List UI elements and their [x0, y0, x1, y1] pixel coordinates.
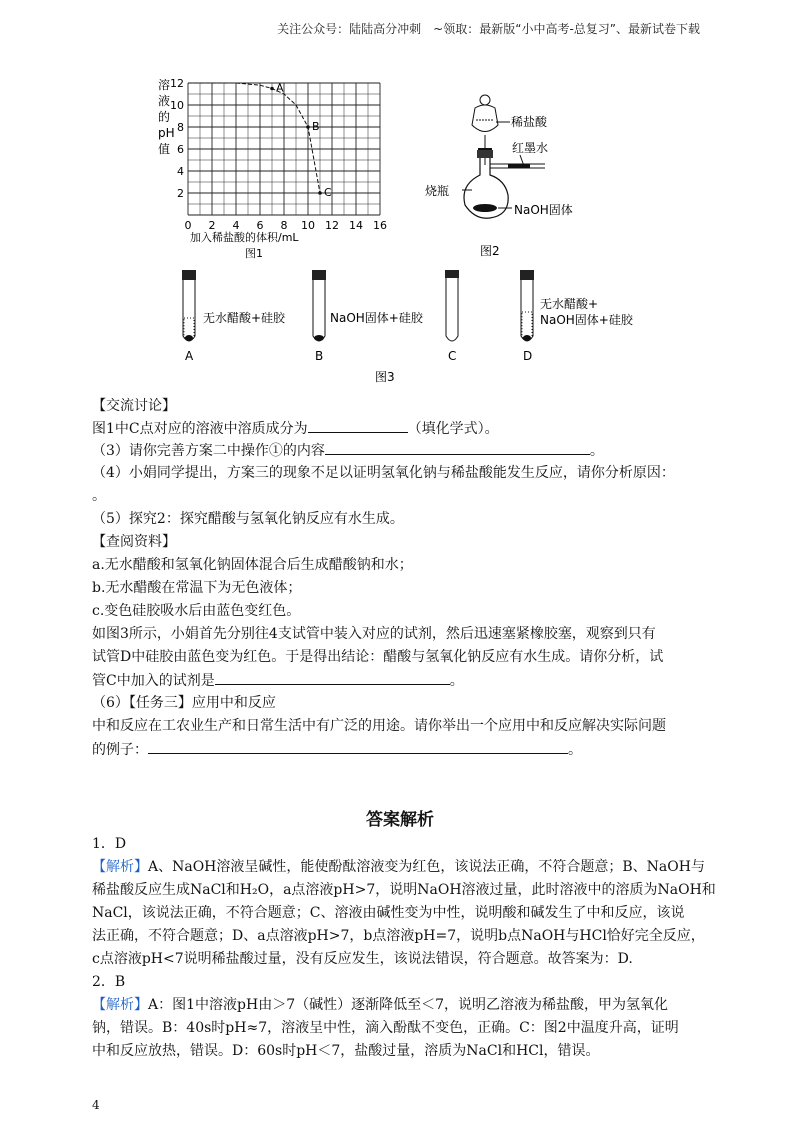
figure3-test-tubes [175, 268, 665, 388]
page-header: 关注公众号：陆陆高分冲刺 ~领取：最新版“小中高考-总复习”、最新试卷下载 [277, 22, 700, 36]
point-label-b: B [312, 120, 320, 133]
y-axis-label-char: 的 [158, 110, 171, 124]
figure2-caption: 图2 [480, 244, 500, 258]
paragraph-fig3-l2: 试管D中硅胶由蓝色变为红色。于是得出结论：醋酸与氢氧化钠反应有水生成。请你分析，试 [92, 649, 664, 665]
answer-1: 1．D [92, 836, 127, 852]
paragraph-fig3-l1: 如图3所示，小娟首先分别往4支试管中装入对应的试剂，然后迅速塞紧橡胶塞，观察到只有 [92, 626, 656, 642]
reference-c: c.变色硅胶吸水后由蓝色变红色。 [92, 603, 301, 619]
tube-d [520, 270, 534, 363]
section-discussion: 【交流讨论】 [92, 398, 176, 414]
question-5: （5）探究2：探究醋酸与氢氧化钠反应有水生成。 [92, 511, 404, 527]
tube-d-label-line2: NaOH固体+硅胶 [540, 313, 633, 327]
tube-b [312, 270, 326, 363]
y-tick-label: 6 [177, 143, 184, 156]
answer-2-l3: 中和反应放热，错误。D：60s时pH＜7，盐酸过量，溶质为NaCl和HCl，错误。 [92, 1043, 600, 1059]
answer-1-l5: c点溶液pH<7说明稀盐酸过量，没有反应发生，该说法错误，符合题意。故答案为：D. [92, 951, 633, 967]
tube-d-letter: D [523, 349, 533, 363]
point-label-a: A [276, 81, 284, 95]
question-3: （3）请你完善方案二中操作①的内容 。 [92, 440, 604, 461]
x-tick-label: 0 [184, 219, 192, 232]
naoh-solid-icon [473, 204, 497, 212]
section-references: 【查阅资料】 [92, 534, 176, 550]
page-number: 4 [92, 1098, 100, 1112]
y-tick-label: 2 [177, 187, 184, 200]
question-c-point: 图1中C点对应的溶液中溶质成分为 （填化学式）。 [92, 418, 499, 439]
y-axis-label-char: 溶 [158, 78, 171, 92]
question-6: （6）【任务三】应用中和反应 [92, 695, 276, 711]
y-tick-label: 12 [170, 77, 184, 90]
x-tick-label: 12 [325, 219, 339, 232]
answer-blank[interactable] [215, 670, 450, 685]
answer-blank[interactable] [308, 418, 408, 433]
x-tick-label: 8 [280, 219, 288, 232]
question-4: （4）小娟同学提出，方案三的现象不足以证明氢氧化钠与稀盐酸能发生反应，请你分析原因： [92, 465, 675, 481]
curve-point [318, 191, 322, 195]
reference-a: a.无水醋酸和氢氧化钠固体混合后生成醋酸钠和水； [92, 557, 413, 573]
label-red-ink: 红墨水 [512, 141, 549, 155]
figure1-ph-chart [150, 75, 410, 265]
answer-blank[interactable] [325, 440, 590, 455]
label-flask: 烧瓶 [425, 184, 450, 198]
tube-b-label: NaOH固体+硅胶 [330, 311, 423, 325]
tube-a-letter: A [185, 349, 194, 363]
reference-b: b.无水醋酸在常温下为无色液体； [92, 580, 302, 596]
answer-blank[interactable] [148, 739, 568, 754]
tube-a [182, 270, 196, 363]
answer-1-l4: 法正确，不符合题意；D、a点溶液pH>7，b点溶液pH=7，说明b点NaOH与HCl恰好完全反应， [92, 928, 705, 944]
x-tick-label: 10 [301, 219, 315, 232]
x-tick-label: 14 [349, 219, 363, 232]
y-tick-label: 4 [177, 165, 184, 178]
stopper-icon [477, 150, 493, 158]
tube-a-label: 无水醋酸+硅胶 [203, 311, 286, 325]
curve-point [306, 125, 310, 129]
point-label-c: C [324, 186, 332, 199]
answer-2-l2: 钠，错误。B：40s时pH≈7，溶液呈中性，滴入酚酞不变色，正确。C：图2中温度升高，证明 [92, 1020, 679, 1036]
figure3-caption: 图3 [375, 370, 395, 384]
figure1-xlabel: 加入稀盐酸的体积/mL [190, 231, 299, 244]
y-axis-label-char: 液 [158, 94, 171, 108]
answer-1-l3: NaCl，该说法正确，不符合题意；C、溶液由碱性变为中性，说明酸和碱发生了中和反应，该说 [92, 905, 685, 921]
figure1-caption: 图1 [245, 247, 263, 260]
answer-2-l1: 【解析】A：图1中溶液pH由＞7（碱性）逐渐降低至＜7，说明乙溶液为稀盐酸，甲为氢氧化 [92, 997, 669, 1013]
tube-b-letter: B [315, 349, 324, 363]
paragraph-fig3-l3: 管C中加入的试剂是 。 [92, 670, 464, 691]
question-6-l1: 中和反应在工农业生产和日常生活中有广泛的用途。请你举出一个应用中和反应解决实际问题 [92, 718, 666, 734]
figure1-point-labels [270, 82, 332, 200]
y-tick-label: 8 [177, 121, 184, 134]
x-tick-label: 16 [373, 219, 387, 232]
x-tick-label: 4 [232, 219, 240, 232]
tube-c-letter: C [448, 349, 457, 363]
y-axis-label-char: pH [158, 126, 175, 140]
label-naoh-solid: NaOH固体 [514, 203, 573, 217]
answer-2: 2．B [92, 974, 126, 990]
tube-d-label-line1: 无水醋酸+ [540, 297, 599, 311]
answer-1-l1: 【解析】A、NaOH溶液呈碱性，能使酚酞溶液变为红色，该说法正确，不符合题意；B、NaOH与 [92, 859, 705, 875]
figure2-apparatus [420, 90, 600, 265]
y-axis-label-char: 值 [158, 142, 171, 156]
y-tick-label: 10 [170, 99, 184, 112]
answer-section-title: 答案解析 [366, 810, 434, 830]
question-6-l2: 的例子： 。 [92, 739, 582, 760]
curve-point [270, 87, 274, 91]
answer-1-l2: 稀盐酸反应生成NaCl和H₂O，a点溶液pH>7，说明NaOH溶液过量，此时溶液中的溶质为NaOH和 [92, 882, 716, 898]
tube-c [445, 270, 459, 363]
label-dilute-hcl: 稀盐酸 [511, 115, 548, 129]
question-4-end: 。 [92, 488, 106, 504]
figure1-grid [188, 83, 380, 215]
x-tick-label: 2 [208, 219, 216, 232]
x-tick-label: 6 [256, 219, 264, 232]
